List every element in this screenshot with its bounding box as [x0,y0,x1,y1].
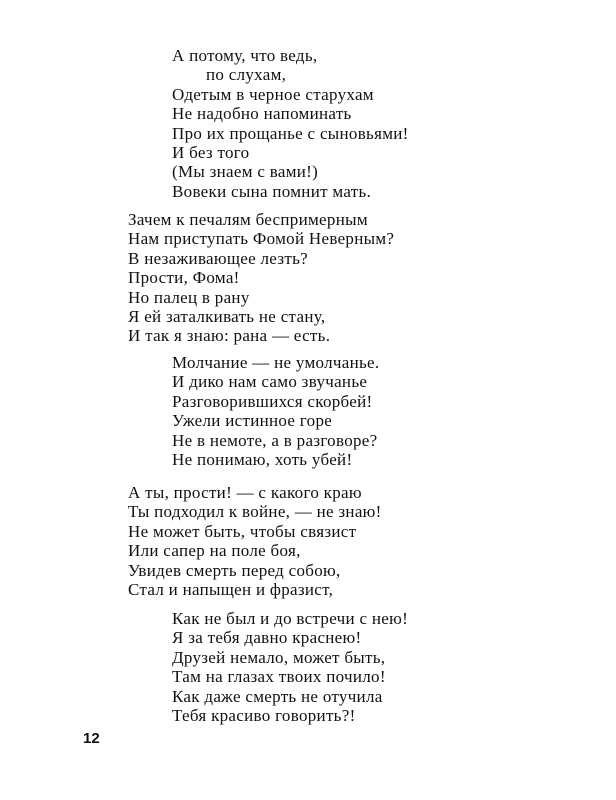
poem-line: Там на глазах твоих почило! [172,667,386,687]
poem-line: по слухам, [206,65,287,85]
poem-line: А ты, прости! — с какого краю [128,483,362,502]
stanza-4 [128,483,382,599]
poem-line: Но палец в рану [128,287,250,307]
poem-line: Зачем к печалям беспримерным [128,210,368,229]
poem-line: Разговорившихся скорбей! [172,391,373,411]
poem-line: Прости, Фома! [128,268,240,288]
poem-line: И без того [172,142,250,162]
poem-line: Не может быть, чтобы связист [128,521,357,541]
stanza-5 [172,609,408,725]
poem-line: Стал и напыщен и фразист, [128,579,334,599]
poem-line: Не в немоте, а в разговоре? [172,430,378,450]
poem-line: Ужели истинное горе [172,411,333,431]
poem-line: Я ей заталкивать не стану, [128,306,326,326]
poem-line: Не понимаю, хоть убей! [172,449,353,469]
poem-line: Про их прощанье с сыновьями! [172,123,409,143]
poem-line: И дико нам само звучанье [172,372,368,392]
stanza-3 [172,353,379,469]
poem-line: Друзей немало, может быть, [172,647,386,667]
poem-line: Вовеки сына помнит мать. [172,181,372,201]
poem-line: (Мы знаем с вами!) [172,162,319,182]
poem-line: В незаживающее лезть? [128,248,309,268]
poem-line: И так я знаю: рана — есть. [128,326,331,346]
stanza-1 [172,46,409,201]
poem-line: Молчание — не умолчанье. [172,353,380,372]
page-number: 12 [83,730,100,747]
stanza-2 [128,210,394,346]
poem-line: Увидев смерть перед собою, [128,560,341,580]
poem-line: Нам приступать Фомой Неверным? [128,229,395,249]
poem-line: Как не был и до встречи с нею! [172,609,409,628]
poem-line: Ты подходил к войне, — не знаю! [128,502,382,522]
poem-line: А потому, что ведь, [172,46,318,65]
poem-line: Я за тебя давно краснею! [172,628,362,648]
poem-line: Тебя красиво говорить?! [172,705,356,725]
poem-line: Как даже смерть не отучила [172,686,383,706]
poem-line: Или сапер на поле боя, [128,541,301,561]
poem-line: Не надобно напоминать [172,104,352,124]
poem-line: Одетым в черное старухам [172,84,374,104]
